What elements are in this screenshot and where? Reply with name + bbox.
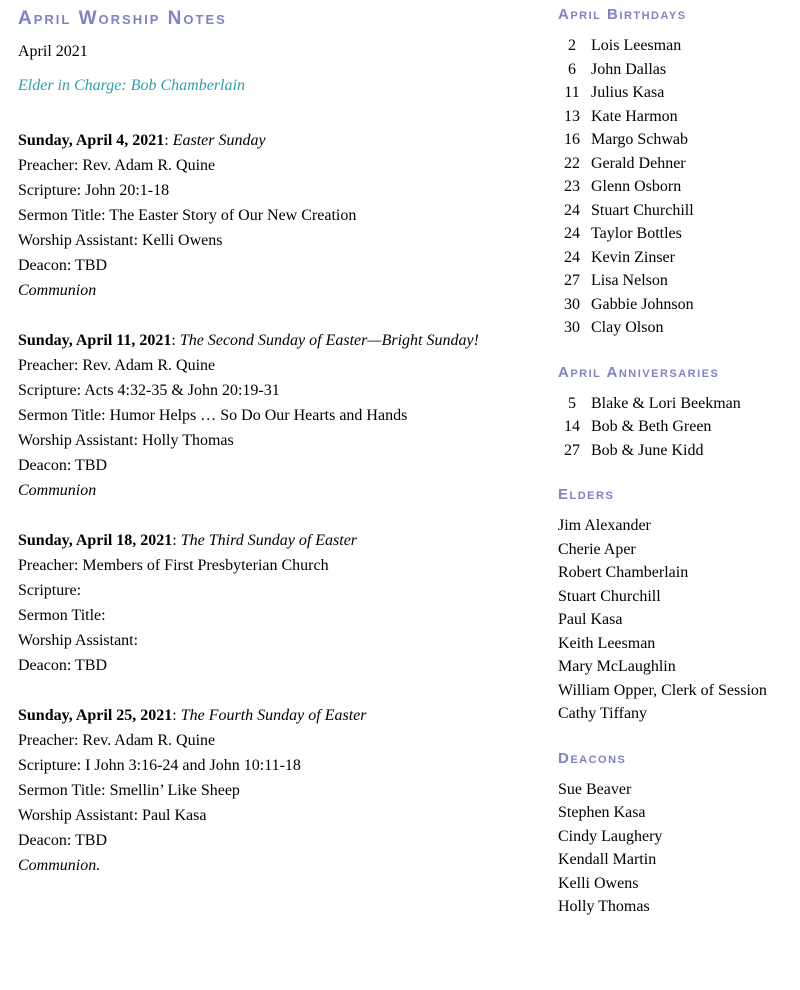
deacon-name: Kendall Martin [558, 851, 657, 868]
birthday-day: 16 [564, 131, 580, 148]
elder-name: Keith Leesman [558, 634, 656, 652]
birthday-row [558, 246, 792, 270]
birthday-day: 27 [564, 272, 580, 289]
birthday-name: Stuart Churchill [591, 201, 694, 219]
birthday-day: 24 [564, 201, 580, 219]
deacon-name: Cindy Laughery [558, 827, 663, 845]
birthday-row [558, 269, 792, 293]
communion-note: Communion [18, 482, 97, 499]
anniversary-day: 27 [564, 441, 580, 459]
service-date: Sunday, April 25, 2021 [18, 707, 173, 724]
birthday-name: Julius Kasa [591, 84, 665, 101]
birthday-day: 11 [564, 84, 580, 101]
service-entry-april-11 [18, 328, 548, 503]
elder-name: William Opper, Clerk of Session [558, 681, 767, 699]
birthday-row [558, 222, 792, 246]
sermon-title-line: Sermon Title: Humor Helps … So Do Our Hearts and Hands [18, 407, 408, 424]
elders-heading: Elders [558, 486, 615, 503]
birthday-day: 22 [564, 154, 580, 172]
preacher-line: Preacher: Rev. Adam R. Quine [18, 732, 216, 749]
deacon-line: Deacon: TBD [18, 257, 108, 274]
deacon-line: Deacon: TBD [18, 832, 108, 849]
worship-assistant-line: Worship Assistant: Paul Kasa [18, 807, 207, 824]
issue-month: April 2021 [18, 43, 88, 60]
service-title: The Fourth Sunday of Easter [180, 707, 367, 724]
birthday-row [558, 58, 792, 82]
service-entry-april-18 [18, 528, 548, 678]
birthday-name: Gabbie Johnson [591, 295, 694, 313]
anniversary-name: Blake & Lori Beekman [591, 394, 741, 412]
date-title-separator: : [164, 132, 173, 149]
scripture-line: Scripture: I John 3:16-24 and John 10:11-18 [18, 757, 301, 774]
worship-notes-column [18, 6, 548, 919]
elder-name: Mary McLaughlin [558, 658, 676, 675]
birthday-name: Glenn Osborn [591, 178, 682, 195]
birthday-name: Kevin Zinser [591, 248, 675, 266]
birthday-row [558, 128, 792, 152]
service-header [18, 128, 548, 153]
sermon-title-line: Sermon Title: Smellin’ Like Sheep [18, 782, 240, 799]
anniversary-row [558, 439, 792, 463]
preacher-line: Preacher: Members of First Presbyterian Church [18, 557, 329, 574]
elder-in-charge-note: Elder in Charge: Bob Chamberlain [18, 77, 245, 94]
service-entry-april-4 [18, 128, 548, 303]
sermon-title-line: Sermon Title: [18, 607, 106, 624]
service-date: Sunday, April 11, 2021 [18, 332, 172, 349]
birthdays-heading: April Birthdays [558, 6, 687, 23]
deacon-name: Sue Beaver [558, 780, 632, 798]
birthday-row [558, 316, 792, 340]
anniversary-row [558, 415, 792, 439]
birthday-name: Clay Olson [591, 319, 664, 336]
date-title-separator: : [171, 332, 180, 349]
birthday-day: 2 [568, 37, 576, 54]
birthday-row [558, 81, 792, 105]
sermon-title-line: Sermon Title: The Easter Story of Our New Creation [18, 207, 357, 224]
birthday-day: 23 [564, 178, 580, 195]
preacher-line: Preacher: Rev. Adam R. Quine [18, 357, 216, 374]
birthday-name: Taylor Bottles [591, 225, 682, 242]
service-title: The Third Sunday of Easter [180, 532, 358, 549]
birthday-name: Kate Harmon [591, 107, 678, 125]
deacon-name: Kelli Owens [558, 874, 639, 892]
anniversary-row [558, 392, 792, 416]
service-title: Easter Sunday [172, 132, 266, 149]
birthday-row [558, 105, 792, 129]
date-title-separator: : [172, 532, 181, 549]
birthday-day: 30 [564, 295, 580, 313]
birthdays-section [558, 6, 792, 340]
anniversary-day: 14 [564, 418, 580, 435]
birthday-row [558, 34, 792, 58]
birthday-row [558, 175, 792, 199]
birthday-name: Lisa Nelson [591, 272, 668, 289]
birthday-name: Lois Leesman [591, 37, 682, 54]
birthday-row [558, 293, 792, 317]
communion-note: Communion [18, 282, 97, 299]
anniversary-name: Bob & Beth Green [591, 418, 712, 435]
scripture-line: Scripture: John 20:1-18 [18, 182, 170, 199]
service-title: The Second Sunday of Easter—Bright Sunday! [179, 332, 479, 349]
deacons-section [558, 750, 792, 919]
elder-name: Stuart Churchill [558, 587, 661, 605]
preacher-line: Preacher: Rev. Adam R. Quine [18, 157, 216, 174]
deacon-line: Deacon: TBD [18, 657, 108, 674]
elder-name: Paul Kasa [558, 611, 623, 628]
elder-name: Cherie Aper [558, 540, 636, 558]
anniversaries-section [558, 364, 792, 463]
deacon-line: Deacon: TBD [18, 457, 108, 474]
elders-section [558, 486, 792, 726]
service-date: Sunday, April 4, 2021 [18, 132, 165, 149]
birthday-day: 13 [564, 107, 580, 125]
birthday-day: 24 [564, 225, 580, 242]
deacon-name: Stephen Kasa [558, 804, 646, 821]
deacon-name: Holly Thomas [558, 898, 650, 915]
lists-column [548, 6, 792, 919]
birthday-name: John Dallas [591, 60, 667, 78]
scripture-line: Scripture: [18, 582, 82, 599]
deacons-heading: Deacons [558, 749, 627, 767]
birthday-row [558, 152, 792, 176]
date-title-separator: : [172, 707, 181, 724]
anniversary-name: Bob & June Kidd [591, 441, 704, 459]
birthday-day: 24 [564, 248, 580, 266]
anniversaries-heading: April Anniversaries [558, 363, 720, 381]
scripture-line: Scripture: Acts 4:32-35 & John 20:19-31 [18, 382, 280, 399]
elder-name: Jim Alexander [558, 517, 651, 534]
worship-assistant-line: Worship Assistant: Kelli Owens [18, 232, 223, 249]
communion-note: Communion. [18, 857, 101, 874]
birthday-day: 6 [568, 60, 576, 78]
service-header [18, 528, 548, 553]
birthday-name: Gerald Dehner [591, 154, 686, 172]
worship-assistant-line: Worship Assistant: Holly Thomas [18, 432, 234, 449]
service-entry-april-25 [18, 703, 548, 878]
service-date: Sunday, April 18, 2021 [18, 532, 173, 549]
elder-name: Robert Chamberlain [558, 564, 689, 581]
birthday-row [558, 199, 792, 223]
birthday-name: Margo Schwab [591, 131, 689, 148]
page-title: April Worship Notes [18, 8, 227, 29]
service-header [18, 328, 548, 353]
anniversary-day: 5 [568, 394, 576, 412]
elder-name: Cathy Tiffany [558, 705, 648, 722]
worship-assistant-line: Worship Assistant: [18, 632, 139, 649]
birthday-day: 30 [564, 319, 580, 336]
service-header [18, 703, 548, 728]
